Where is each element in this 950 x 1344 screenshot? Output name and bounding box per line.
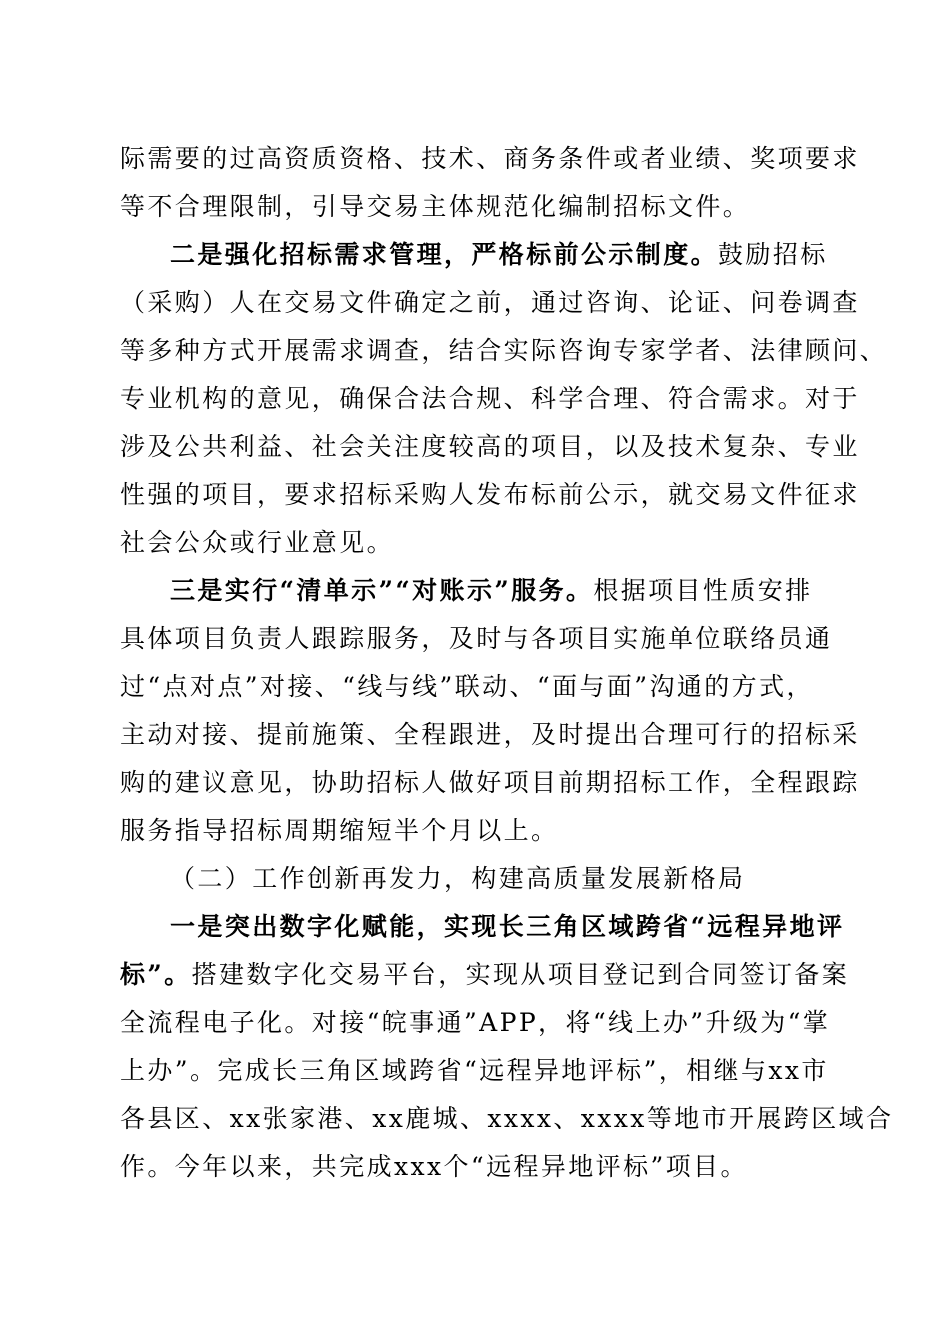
text-line: （采购）人在交易文件确定之前，通过咨询、论证、问卷调查 [120,288,860,317]
text-line: 社会公众或行业意见。 [120,528,395,557]
text-line [170,903,950,951]
text-line: 上办”。完成长三角区域跨省“远程异地评标”，相继与xx市 [120,1056,829,1085]
text-line [170,231,950,279]
text-line: 作。今年以来，共完成xxx个“远程异地评标”项目。 [120,1152,748,1181]
text-line: 等不合理限制，引导交易主体规范化编制招标文件。 [120,192,751,221]
lead-phrase: 三是实行“清单示”“对账示”服务。 [170,576,594,605]
text-line: 专业机构的意见，确保合法合规、科学合理、符合需求。对于 [120,384,860,413]
lead-phrase: 二是强化招标需求管理，严格标前公示制度。 [170,240,719,269]
section-heading: （二）工作创新再发力，构建高质量发展新格局 [170,864,746,893]
lead-phrase: 一是突出数字化赋能，实现长三角区域跨省“远程异地评 [170,912,845,941]
lead-phrase: 标”。 [120,960,192,989]
text-line: 各县区、xx张家港、xx鹿城、xxxx、xxxx等地市开展跨区域合 [120,1104,894,1133]
line-rest: 鼓励招标 [718,240,828,269]
line-rest: 根据项目性质安排 [593,576,813,605]
text-line: 服务指导招标周期缩短半个月以上。 [120,816,559,845]
text-line: 主动对接、提前施策、全程跟进，及时提出合理可行的招标采 [120,720,860,749]
line-rest: 搭建数字化交易平台，实现从项目登记到合同签订备案 [191,960,850,989]
text-line: 际需要的过高资质资格、技术、商务条件或者业绩、奖项要求 [120,144,860,173]
text-line: 全流程电子化。对接“皖事通”APP，将“线上办”升级为“掌 [120,1008,831,1037]
text-line: 购的建议意见，协助招标人做好项目前期招标工作，全程跟踪 [120,768,860,797]
text-line: 过“点对点”对接、“线与线”联动、“面与面”沟通的方式， [120,672,814,701]
text-line: 涉及公共利益、社会关注度较高的项目，以及技术复杂、专业 [120,432,860,461]
text-line: 等多种方式开展需求调查，结合实际咨询专家学者、法律顾问、 [120,336,888,365]
text-line [170,567,950,615]
text-line: 性强的项目，要求招标采购人发布标前公示，就交易文件征求 [120,480,860,509]
text-line [120,951,950,999]
text-line: 具体项目负责人跟踪服务，及时与各项目实施单位联络员通 [120,624,833,653]
